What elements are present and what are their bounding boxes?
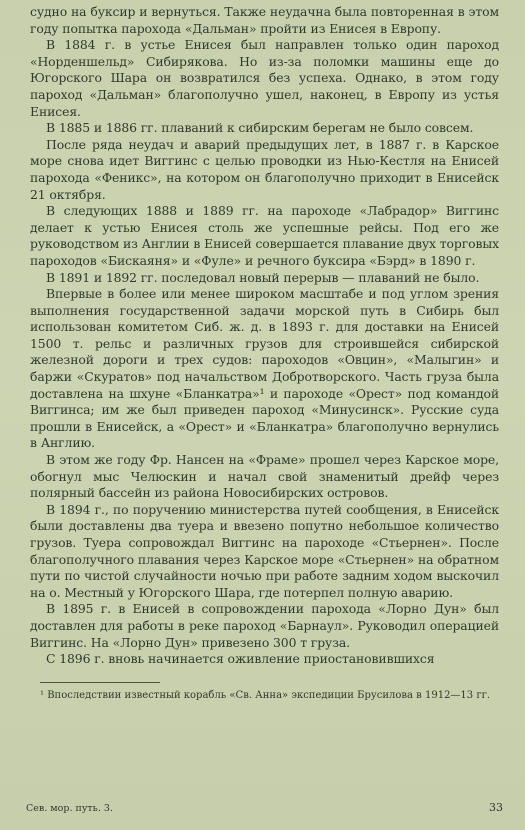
paragraph: После ряда неудач и аварий предыдущих лет, в 1887 г. в Карское море снова идет Виггинс с целью проводки из Нью-Кестля на Енисей парохода «Феникс», на котором он благополучно приходит в Енисейск 21 октября. [30,136,499,202]
paragraph: С 1896 г. вновь начинается оживление приостановившихся [46,651,435,667]
paragraph: В 1895 г. в Енисей в сопровождении парохода «Лорно Дун» был доставлен для работы в реке пароход «Барнаул». Руководил операцией Виггинс. На «Лорно Дун» привезено 300 т груза. [30,601,499,650]
paragraph: Впервые в более или менее широком масштабе и под углом зрения выполнения государственной задачи морской путь в Сибирь был использован комитетом Сиб. ж. д. в 1893 г. для доставки на Енисей 1500 т. рельс и различных грузов для строившейся сибирской железной дороги и трех судов: пароходов «Овцин», «Малыгин» и баржи «Скуратов» под начальством Добротворского. Часть груза была доставлена на шхуне «Бланкатра»¹ и пароходе «Орест» под командой Виггинса; им же был приведен пароход «Минусинск». Русские суда прошли в Енисейск, а «Орест» и «Бланкатра» благополучно вернулись в Англию. [30,286,499,451]
body-text [30,4,499,668]
footnote: ¹ Впоследствии известный корабль «Св. Анна» экспедиции Брусилова в 1912—13 гг. [40,689,490,701]
paragraph: В 1885 и 1886 гг. плаваний к сибирским берегам не было совсем. [46,120,474,136]
paragraph: В этом же году Фр. Нансен на «Фраме» прошел через Карское море, обогнул мыс Челюскин и начал свой знаменитый дрейф через полярный бассейн из района Новосибирских островов. [30,452,499,501]
page-footer [26,801,503,814]
paragraph: судно на буксир и вернуться. Также неудачна была повторенная в этом году попытка парохода «Дальман» пройти из Енисея в Европу. [30,4,499,36]
paragraph: В 1884 г. в устье Енисея был направлен только один пароход «Норденшельд» Сибирякова. Но из-за поломки машины еще до Югорского Шара он возвратился без успеха. Однако, в этом году пароход «Дальман» благополучно ушел, наконец, в Европу из устья Енисея. [30,37,499,119]
paragraph: В 1891 и 1892 гг. последовал новый перерыв — плаваний не было. [46,269,480,285]
page-number: 33 [489,801,503,814]
paragraph: В следующих 1888 и 1889 гг. на пароходе «Лабрадор» Виггинс делает к устью Енисея столь же успешные рейсы. Под его же руководством из Англии в Енисей совершается плавание двух торговых пароходов «Бискаяня» и «Фуле» и речного буксира «Бэрд» в 1890 г. [30,203,500,268]
footnote-divider [40,682,160,683]
paragraph: В 1894 г., по поручению министерства путей сообщения, в Енисейск были доставлены два туера и ввезено попутно небольшое количество грузов. Туера сопровождал Виггинс на пароходе «Стьернен». После благополучного плавания через Карское море «Стьернен» на обратном пути по чистой случайности ночью при работе задним ходом выскочил на о. Местный у Югорского Шара, где потерпел полную аварию. [30,501,499,600]
signature-mark: Сев. мор. путь. 3. [26,803,113,814]
